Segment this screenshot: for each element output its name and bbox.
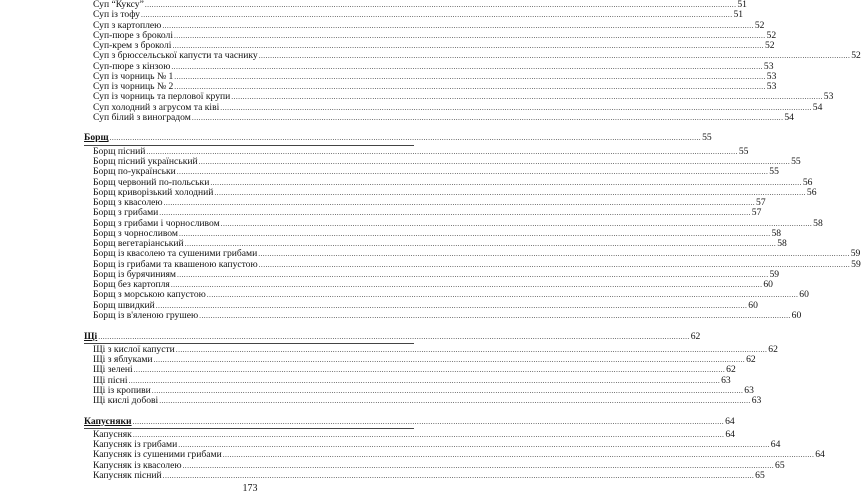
toc-entry-title: Борщ із в'яленою грушею <box>93 309 199 321</box>
dot-leader: .................................................................................................................................................................................................................................................................... <box>174 82 766 92</box>
toc-page-number: 56 <box>802 176 813 188</box>
section-gap <box>84 406 414 416</box>
dot-leader: .................................................................................................................................................................................................................................................................... <box>132 416 725 426</box>
toc-entry-title: Борщ криворізький холодний <box>93 186 214 198</box>
toc-entry-title: Суп із чорниць № 2 <box>93 81 174 93</box>
dot-leader: .................................................................................................................................................................................................................................................................... <box>258 259 851 269</box>
dot-leader: .................................................................................................................................................................................................................................................................... <box>132 429 725 439</box>
toc-page-number: 62 <box>726 364 736 376</box>
toc-entry-title: Суп “Куксу” <box>93 0 144 10</box>
toc-page-number: 59 <box>851 258 861 270</box>
dot-leader: .................................................................................................................................................................................................................................................................... <box>163 198 756 208</box>
toc-page-number: 59 <box>850 248 861 260</box>
toc-entry-title: Борщ без картопля <box>93 279 170 291</box>
toc-entry-title: Щі з кислої капусти <box>93 343 175 355</box>
page-number: 173 <box>242 483 258 494</box>
toc-section-heading <box>84 132 712 144</box>
toc-entry-title: Борщ з чорносливом <box>93 227 178 239</box>
toc-page-number: 53 <box>766 81 777 93</box>
toc-entry-title: Суп із тофу <box>93 9 140 21</box>
toc-entry-title: Борщ червоний по-польськи <box>93 176 210 188</box>
toc-entry-title: Капусняк із грибами <box>93 439 178 451</box>
dot-leader: .................................................................................................................................................................................................................................................................... <box>98 331 690 341</box>
dot-leader: .................................................................................................................................................................................................................................................................... <box>109 133 702 143</box>
dot-leader: .................................................................................................................................................................................................................................................................... <box>175 344 768 354</box>
toc-entry <box>84 469 765 481</box>
toc-entry <box>84 111 794 123</box>
toc-page-number: 64 <box>815 449 825 461</box>
toc-page-number: 54 <box>812 101 823 113</box>
section-gap <box>84 123 414 133</box>
toc-page-number: 53 <box>763 60 774 72</box>
toc-page-number: 62 <box>690 330 701 342</box>
toc-entry-title: Суп з брюссельської капусти та часнику <box>93 50 258 62</box>
toc-entry-title: Суп-крем з броколі <box>93 40 172 52</box>
toc-page-number: 65 <box>775 459 785 471</box>
toc-page-number: 63 <box>751 395 762 407</box>
dot-leader: .................................................................................................................................................................................................................................................................... <box>184 239 777 249</box>
dot-leader: .................................................................................................................................................................................................................................................................... <box>171 61 763 71</box>
toc-entry-title: Капусняк <box>93 428 132 440</box>
toc-page-number: 53 <box>766 70 777 82</box>
dot-leader: .................................................................................................................................................................................................................................................................... <box>222 450 815 460</box>
toc-page-number: 52 <box>764 40 775 52</box>
dot-leader: .................................................................................................................................................................................................................................................................... <box>170 280 763 290</box>
toc-heading-title: Борщ <box>84 132 109 144</box>
toc-page-number: 53 <box>823 91 834 103</box>
dot-leader: .................................................................................................................................................................................................................................................................... <box>210 177 802 187</box>
dot-leader: .................................................................................................................................................................................................................................................................... <box>133 365 726 375</box>
dot-leader: .................................................................................................................................................................................................................................................................... <box>159 396 751 406</box>
toc-entry-title: Борщ по-українськи <box>93 166 176 178</box>
toc-entry-title: Борщ швидкий <box>93 299 155 311</box>
dot-leader: .................................................................................................................................................................................................................................................................... <box>155 300 748 310</box>
toc-entry-title: Борщ з грибами <box>93 207 159 219</box>
toc-entry <box>84 395 762 407</box>
toc-entry-title: Капусняк із квасолею <box>93 459 182 471</box>
toc-page-number: 51 <box>733 9 744 21</box>
toc-page-number: 52 <box>766 29 777 41</box>
dot-leader: .................................................................................................................................................................................................................................................................... <box>128 375 721 385</box>
toc-page-number: 57 <box>751 207 762 219</box>
toc-page-number: 65 <box>755 469 765 481</box>
dot-leader: .................................................................................................................................................................................................................................................................... <box>162 20 754 30</box>
toc-entry <box>84 364 736 376</box>
toc-page-number: 54 <box>784 111 794 123</box>
toc-page-number: 64 <box>770 439 781 451</box>
toc-page-number: 63 <box>721 374 731 386</box>
toc-entry-title: Борщ із грибами та квашеною капустою <box>93 258 258 270</box>
toc-entry-title: Борщ з квасолею <box>93 197 163 209</box>
toc-entry-title: Борщ із бурячиниям <box>93 268 176 280</box>
toc-page-number: 60 <box>748 299 758 311</box>
toc-entry <box>84 9 744 21</box>
toc-page-number: 57 <box>756 197 766 209</box>
toc-page-number: 64 <box>725 415 735 427</box>
dot-leader: .................................................................................................................................................................................................................................................................... <box>146 146 738 156</box>
dot-leader: .................................................................................................................................................................................................................................................................... <box>220 102 812 112</box>
dot-leader: .................................................................................................................................................................................................................................................................... <box>179 228 771 238</box>
toc-entry-title: Суп-пюре з кінзою <box>93 60 171 72</box>
dot-leader: .................................................................................................................................................................................................................................................................... <box>176 269 769 279</box>
toc-entry-title: Борщ пісний <box>93 145 146 157</box>
dot-leader: .................................................................................................................................................................................................................................................................... <box>258 249 850 259</box>
section-gap <box>84 321 414 331</box>
toc-heading-title: Капусняки <box>84 415 132 427</box>
toc-page-number: 55 <box>738 145 749 157</box>
dot-leader: .................................................................................................................................................................................................................................................................... <box>199 310 791 320</box>
toc-page-number: 62 <box>768 343 778 355</box>
dot-leader: .................................................................................................................................................................................................................................................................... <box>172 41 764 51</box>
toc-entry-title: Капусняк із сушеними грибами <box>93 449 222 461</box>
dot-leader: .................................................................................................................................................................................................................................................................... <box>162 470 755 480</box>
dot-leader: .................................................................................................................................................................................................................................................................... <box>144 0 737 9</box>
toc-page-number: 55 <box>702 132 712 144</box>
dot-leader: .................................................................................................................................................................................................................................................................... <box>178 440 770 450</box>
toc-entry-title: Суп холодний з агрусом та ківі <box>93 101 220 113</box>
dot-leader: .................................................................................................................................................................................................................................................................... <box>198 156 791 166</box>
toc-entry-title: Капусняк пісний <box>93 469 162 481</box>
table-of-contents <box>84 0 861 481</box>
toc-entry-title: Щі кислі добові <box>93 395 159 407</box>
toc-entry-title: Щі із кропиви <box>93 384 151 396</box>
dot-leader: .................................................................................................................................................................................................................................................................... <box>159 208 751 218</box>
toc-page-number: 64 <box>725 428 735 440</box>
dot-leader: .................................................................................................................................................................................................................................................................... <box>214 187 806 197</box>
toc-entry-title: Борщ пісний український <box>93 155 198 167</box>
dot-leader: .................................................................................................................................................................................................................................................................... <box>140 10 733 20</box>
toc-page-number: 60 <box>791 309 802 321</box>
dot-leader: .................................................................................................................................................................................................................................................................... <box>174 71 766 81</box>
toc-page-number: 56 <box>806 186 817 198</box>
section-divider <box>84 428 414 429</box>
toc-page-number: 55 <box>769 166 779 178</box>
dot-leader: .................................................................................................................................................................................................................................................................... <box>153 355 746 365</box>
toc-entry-title: Суп білий з виноградом <box>93 111 191 123</box>
toc-page-number: 63 <box>744 384 754 396</box>
toc-heading-title: Щі <box>84 330 98 342</box>
toc-page-number: 51 <box>737 0 747 10</box>
toc-entry-title: Суп із чорниць № 1 <box>93 70 174 82</box>
toc-entry-title: Суп-пюре з броколі <box>93 29 174 41</box>
toc-entry-title: Борщ з грибами і чорносливом <box>93 217 220 229</box>
toc-entry-title: Суп із чорниць та перлової крупи <box>93 91 231 103</box>
toc-page-number: 52 <box>851 50 861 62</box>
toc-page-number: 58 <box>813 217 823 229</box>
toc-section-heading <box>84 330 701 342</box>
toc-entry-title: Суп з картоплею <box>93 19 162 31</box>
toc-entry-title: Борщ з морською капустою <box>93 289 206 301</box>
dot-leader: .................................................................................................................................................................................................................................................................... <box>174 30 766 40</box>
toc-page-number: 58 <box>771 227 782 239</box>
toc-entry-title: Борщ вегетаріанський <box>93 238 184 250</box>
dot-leader: .................................................................................................................................................................................................................................................................... <box>151 385 744 395</box>
toc-page-number: 60 <box>763 279 773 291</box>
toc-entry-title: Щі пісні <box>93 374 128 386</box>
dot-leader: .................................................................................................................................................................................................................................................................... <box>191 112 784 122</box>
toc-page-number: 52 <box>754 19 765 31</box>
dot-leader: .................................................................................................................................................................................................................................................................... <box>231 92 823 102</box>
dot-leader: .................................................................................................................................................................................................................................................................... <box>176 167 769 177</box>
toc-section-heading <box>84 415 735 427</box>
toc-page-number: 59 <box>769 268 780 280</box>
toc-entry <box>84 309 802 321</box>
toc-page-number: 58 <box>777 238 787 250</box>
toc-entry <box>84 354 756 366</box>
toc-page-number: 62 <box>746 354 756 366</box>
dot-leader: .................................................................................................................................................................................................................................................................... <box>220 218 813 228</box>
dot-leader: .................................................................................................................................................................................................................................................................... <box>258 51 851 61</box>
toc-entry <box>84 166 779 178</box>
toc-entry-title: Щі зелені <box>93 364 133 376</box>
toc-page-number: 55 <box>791 155 801 167</box>
toc-entry-title: Борщ із квасолею та сушеними грибами <box>93 248 258 260</box>
toc-page-number: 60 <box>799 289 809 301</box>
toc-entry-title: Щі з яблуками <box>93 354 153 366</box>
dot-leader: .................................................................................................................................................................................................................................................................... <box>206 290 799 300</box>
dot-leader: .................................................................................................................................................................................................................................................................... <box>182 460 775 470</box>
